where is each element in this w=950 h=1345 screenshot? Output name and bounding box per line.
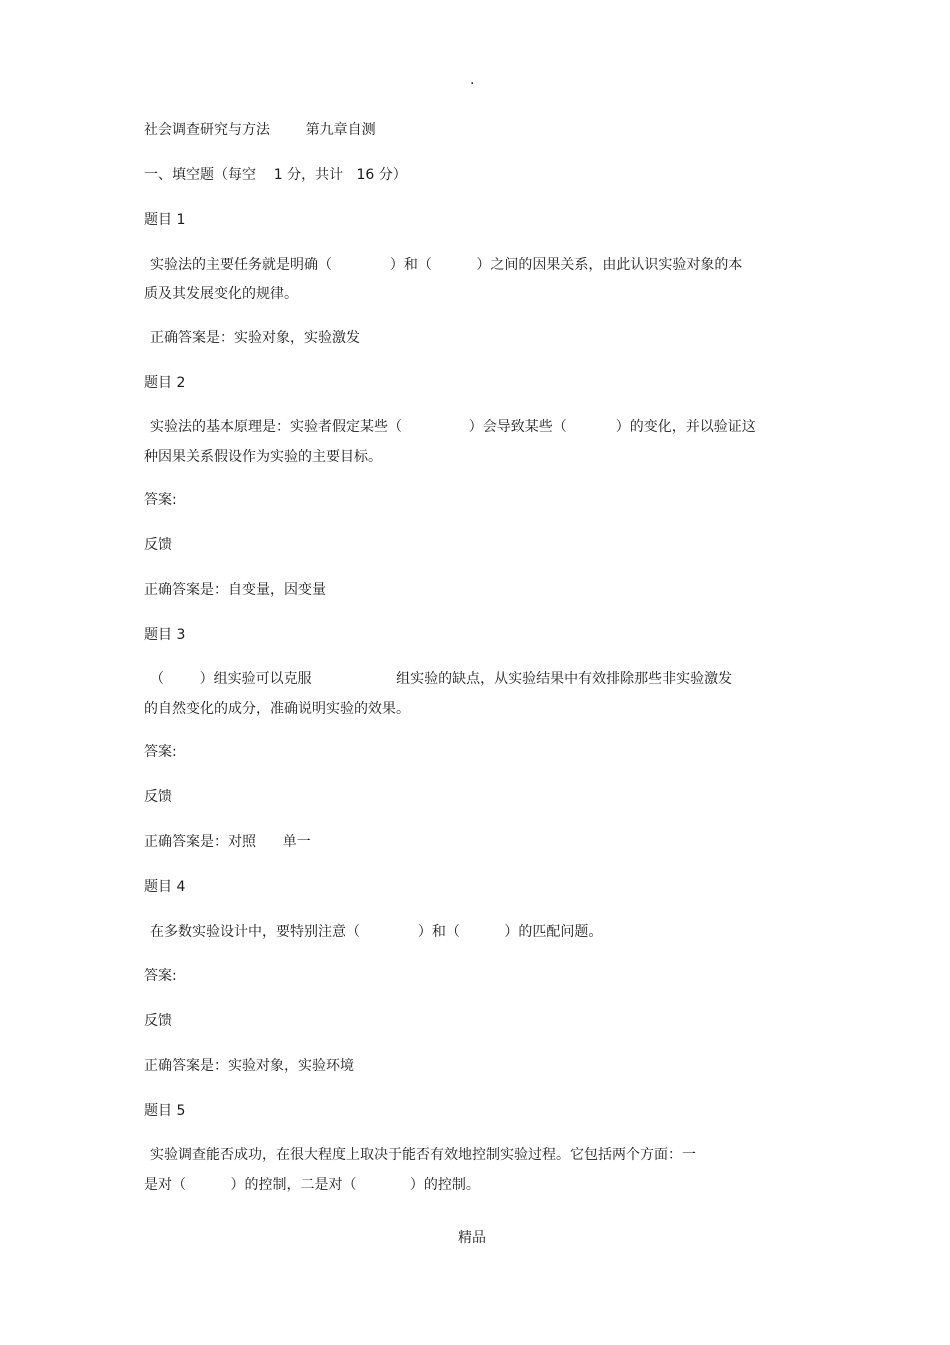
document-title: 社会调查研究与方法 第九章自测 (144, 122, 376, 138)
question-3-feedback-label: 反馈 (144, 789, 172, 805)
question-1-text-line2: 质及其发展变化的规律。 (144, 286, 298, 302)
question-2-label: 题目 2 (144, 375, 186, 391)
question-3-label: 题目 3 (144, 627, 186, 643)
question-5-label: 题目 5 (144, 1103, 186, 1119)
section-heading: 一、填空题（每空 1 分，共计 16 分） (144, 167, 407, 183)
question-4-text-line1: 在多数实验设计中，要特别注意（ ）和（ ）的匹配问题。 (150, 924, 603, 940)
question-1-correct-answer: 正确答案是：实验对象，实验激发 (150, 330, 360, 346)
question-3-text-line1: （ ）组实验可以克服 组实验的缺点，从实验结果中有效排除那些非实验激发 (150, 671, 733, 687)
header-mark: · (470, 76, 475, 92)
question-1-text-line1: 实验法的主要任务就是明确（ ）和（ ）之间的因果关系，由此认识实验对象的本 (150, 257, 743, 273)
question-3-answer-label: 答案: (144, 744, 177, 760)
question-1-label: 题目 1 (144, 212, 186, 228)
question-4-label: 题目 4 (144, 879, 186, 895)
question-4-correct-answer: 正确答案是：实验对象，实验环境 (144, 1058, 354, 1074)
page-footer: 精品 (458, 1230, 486, 1246)
question-2-feedback-label: 反馈 (144, 537, 172, 553)
question-2-text-line2: 种因果关系假设作为实验的主要目标。 (144, 449, 382, 465)
question-2-correct-answer: 正确答案是：自变量，因变量 (144, 582, 326, 598)
question-3-correct-answer: 正确答案是：对照 单一 (144, 834, 311, 850)
question-5-text-line2: 是对（ ）的控制，二是对（ ）的控制。 (144, 1177, 480, 1193)
question-4-feedback-label: 反馈 (144, 1013, 172, 1029)
question-2-answer-label: 答案: (144, 492, 177, 508)
question-4-answer-label: 答案: (144, 968, 177, 984)
question-3-text-line2: 的自然变化的成分，准确说明实验的效果。 (144, 701, 410, 717)
question-5-text-line1: 实验调查能否成功，在很大程度上取决于能否有效地控制实验过程。它包括两个方面：一 (150, 1147, 696, 1163)
question-2-text-line1: 实验法的基本原理是：实验者假定某些（ ）会导致某些（ ）的变化，并以验证这 (150, 419, 756, 435)
